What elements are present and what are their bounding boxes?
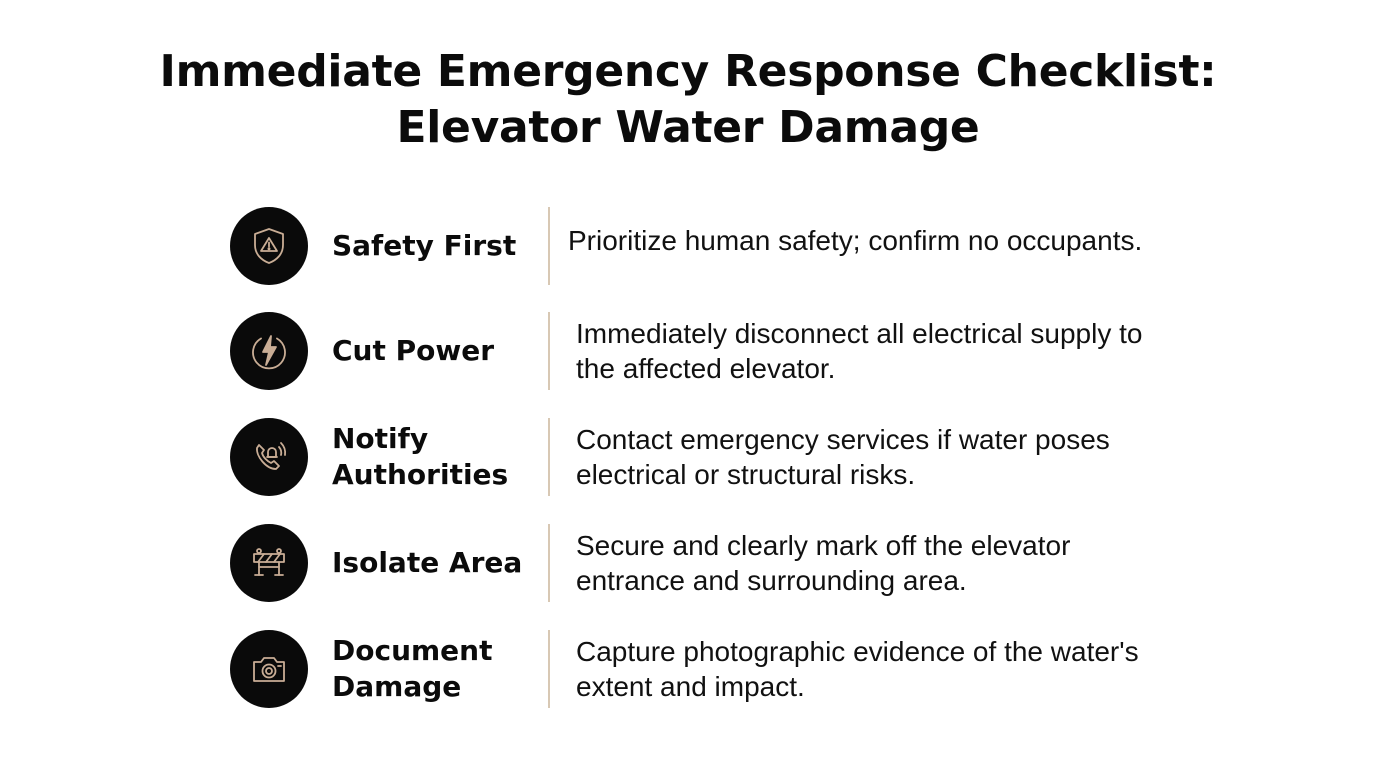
item-label: Cut Power: [332, 334, 495, 367]
item-description: Secure and clearly mark off the elevator entrance and surrounding area.: [576, 530, 1071, 596]
divider: [548, 630, 550, 708]
barrier-icon: [230, 524, 308, 602]
item-label: Notify Authorities: [332, 422, 509, 491]
divider: [548, 207, 550, 285]
item-description: Prioritize human safety; confirm no occupants.: [568, 225, 1143, 256]
item-label: Document Damage: [332, 634, 493, 703]
item-description: Contact emergency services if water poses electrical or structural risks.: [576, 424, 1110, 490]
page-title: [0, 44, 1376, 156]
checklist-item-cut-power: [230, 312, 1190, 392]
item-label: Safety First: [332, 229, 517, 262]
checklist-item-isolate-area: [230, 524, 1190, 604]
checklist-item-notify-authorities: [230, 418, 1190, 498]
checklist-item-safety-first: [230, 207, 1190, 287]
divider: [548, 312, 550, 390]
title-line-2: Elevator Water Damage: [396, 102, 980, 153]
warning-shield-icon: [230, 207, 308, 285]
divider: [548, 418, 550, 496]
divider: [548, 524, 550, 602]
camera-icon: [230, 630, 308, 708]
item-description: Capture photographic evidence of the water's extent and impact.: [576, 636, 1139, 702]
item-label: Isolate Area: [332, 546, 523, 579]
item-description: Immediately disconnect all electrical supply to the affected elevator.: [576, 318, 1143, 384]
lightning-bolt-icon: [230, 312, 308, 390]
checklist-item-document-damage: [230, 630, 1190, 710]
title-line-1: Immediate Emergency Response Checklist:: [159, 46, 1217, 97]
phone-alert-icon: [230, 418, 308, 496]
